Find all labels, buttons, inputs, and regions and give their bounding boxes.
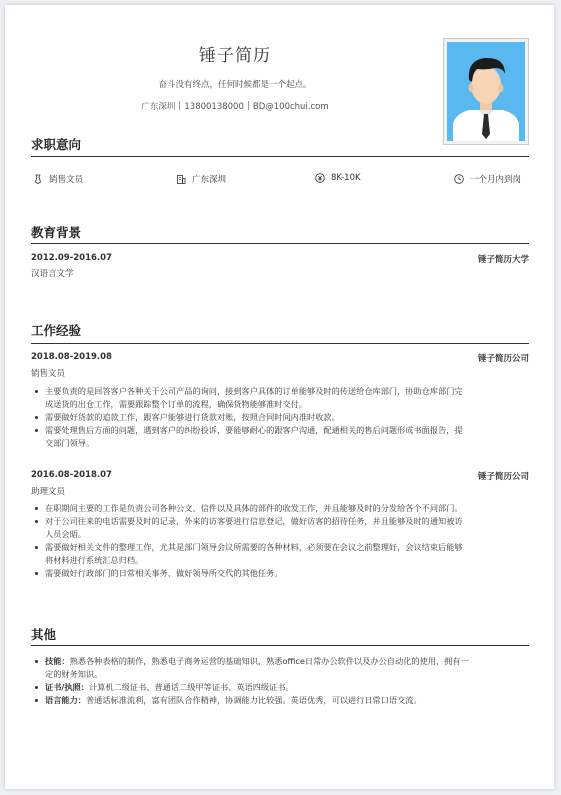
list-item: 人员会晤。 xyxy=(45,529,86,539)
list-item: 对于公司往来的电话需要及时的记录，外来的访客要进行信息登记，做好访客的招待任务，并且能够及时的通知被访 xyxy=(31,515,529,528)
email: BD@100chui.com xyxy=(252,102,329,112)
intent-city-label: 广东深圳 xyxy=(192,175,227,185)
clock-icon xyxy=(454,174,464,184)
intent-job-label: 销售文员 xyxy=(49,175,84,185)
cert-label: 证书/执照： xyxy=(45,682,89,692)
list-item: 需要做好货款的追款工作，跟客户能够进行货款对账，按照合同时间内准时收款。 xyxy=(31,411,529,424)
phone: 13800138000 xyxy=(184,102,244,112)
building-icon xyxy=(176,174,186,184)
job-2-duties xyxy=(31,502,529,580)
section-title-other: 其他 xyxy=(31,627,57,642)
intent-city xyxy=(176,173,226,185)
job-1-header xyxy=(31,352,529,362)
intent-job xyxy=(33,173,83,185)
intent-arrival xyxy=(454,173,521,185)
section-title-education: 教育背景 xyxy=(31,225,82,240)
location: 广东深圳 xyxy=(141,102,176,112)
list-item: 交部门领导。 xyxy=(45,438,95,448)
section-divider xyxy=(31,645,529,646)
list-item: 需要做好相关文件的整理工作，尤其是部门领导会议所需要的各种材料，必须要在会议之前整理好，会议结束后能够 xyxy=(31,541,529,554)
avatar-illustration xyxy=(447,42,525,141)
resume-name: 锤子简历 xyxy=(199,46,271,66)
profile-photo xyxy=(443,38,529,145)
education-school: 锤子简历大学 xyxy=(477,255,529,265)
skills-text: 熟悉各种表格的制作，熟悉电子商务运营的基础知识，熟悉office日常办公软件以及办公自动化的使用，拥有一 xyxy=(69,656,469,666)
job-2-company: 锤子简历公司 xyxy=(477,472,529,482)
job-2-header xyxy=(31,470,529,480)
job-1-company: 锤子简历公司 xyxy=(477,354,529,364)
job-1-role: 销售文员 xyxy=(31,369,66,379)
language-text: 普通话标准流利，富有团队合作精神，协调能力比较强。英语优秀，可以进行日常口语交流。 xyxy=(85,695,422,705)
list-item: 将材料进行系统汇总归档。 xyxy=(45,555,144,565)
list-item-cert xyxy=(31,681,529,694)
divider xyxy=(179,101,180,110)
section-title-work: 工作经验 xyxy=(31,323,82,338)
job-1-date: 2018.08-2019.08 xyxy=(31,352,112,362)
list-item: 需要做好行政部门的日常相关事务，做好领导所交代的其他任务。 xyxy=(31,567,529,580)
language-label: 语言能力： xyxy=(45,695,86,705)
contact-line xyxy=(100,100,370,112)
intent-salary xyxy=(315,173,361,183)
education-major: 汉语言文学 xyxy=(31,269,74,279)
list-item-language xyxy=(31,694,529,707)
yen-coin-icon xyxy=(315,173,325,183)
list-item-skills-cont: 定的财务知识。 xyxy=(45,669,103,679)
motto: 奋斗没有终点，任何时候都是一个起点。 xyxy=(158,80,312,90)
list-item: 需要处理售后方面的问题，遇到客户的纠纷投诉，要能够耐心的跟客户沟通，配通相关的售后问题形成书面报告，提 xyxy=(31,424,529,437)
section-divider xyxy=(31,243,529,244)
intent-salary-label: 8K-10K xyxy=(331,173,361,183)
list-item-skills xyxy=(31,655,529,668)
section-divider xyxy=(31,156,529,157)
list-item: 主要负责的是回答客户各种关于公司产品的询问，接到客户具体的订单能够及时的传送给仓库部门，协助仓库部门完 xyxy=(31,385,529,398)
job-2-role: 助理文员 xyxy=(31,487,66,497)
education-header xyxy=(31,253,529,263)
other-list xyxy=(31,655,529,707)
list-item: 在职期间主要的工作是负责公司各种公文、信件以及具体的部件的收发工作，并且能够及时的分发给各个不同部门。 xyxy=(31,502,529,515)
divider xyxy=(248,101,249,110)
section-divider xyxy=(31,343,529,344)
intent-arrival-label: 一个月内到岗 xyxy=(470,175,522,185)
tie-icon xyxy=(33,174,43,184)
resume-page xyxy=(5,5,554,789)
section-title-intent: 求职意向 xyxy=(31,137,82,152)
education-date: 2012.09-2016.07 xyxy=(31,253,112,263)
list-item: 成送货的出仓工作，需要跟踪整个订单的流程，确保货物能够准时交付。 xyxy=(45,399,308,409)
skills-label: 技能： xyxy=(45,656,70,666)
cert-text: 计算机二级证书、普通话二级甲等证书、英语四级证书。 xyxy=(88,682,294,692)
job-1-duties xyxy=(31,385,529,450)
job-2-date: 2016.08-2018.07 xyxy=(31,470,112,480)
